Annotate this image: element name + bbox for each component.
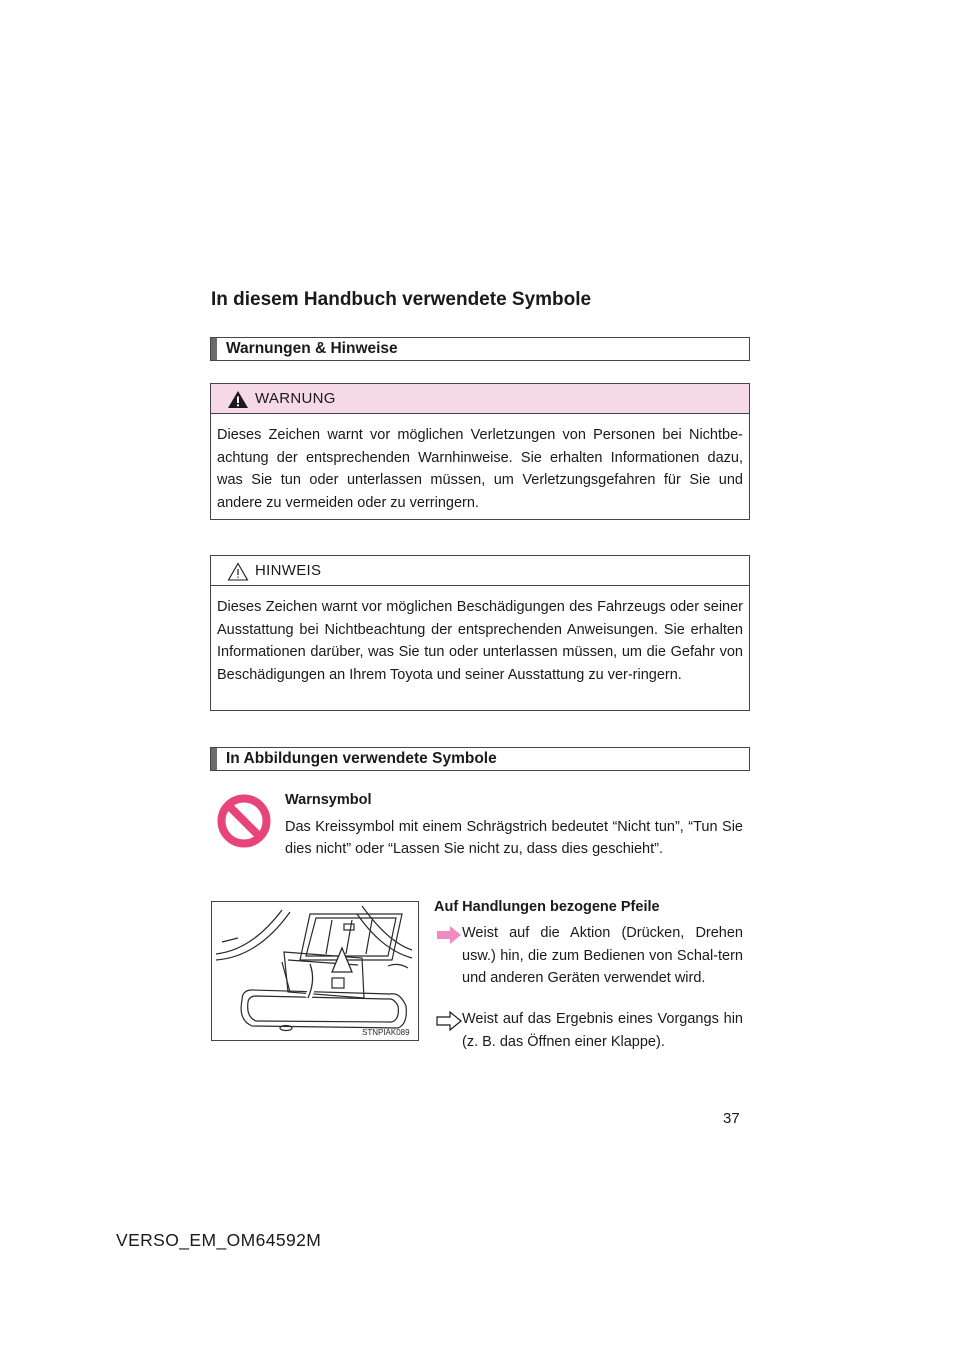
warn-symbol-title: Warnsymbol [285,792,372,808]
warning-triangle-icon [227,390,249,414]
notice-box [210,555,750,711]
action-arrow-text: Weist auf die Aktion (Drücken, Drehen usw.) hin, die zum Bedienen von Schal-tern und anderen Geräten verwendet wird. [462,925,743,986]
warn-symbol-text: Das Kreissymbol mit einem Schrägstrich bedeutet “Nicht tun”, “Tun Sie dies nicht” oder “Lassen Sie nicht zu, dass dies geschieht”. [285,819,743,857]
result-arrow-icon [436,1011,462,1036]
section-heading-illustrations [210,747,750,771]
warning-box [210,383,750,520]
overhead-console-illustration [211,901,419,1041]
warning-text: Dieses Zeichen warnt vor möglichen Verletzungen von Personen bei Nichtbe-achtung der entsprechenden Warnhinweise. Sie erhalten Informationen dazu, was Sie tun oder unterlassen müssen, um Verletzungsgefahren für Sie und andere zu vermeiden oder zu verringern. [217,427,743,511]
warning-label: WARNUNG [255,390,336,407]
result-arrow-text: Weist auf das Ergebnis eines Vorgangs hin (z. B. das Öffnen einer Klappe). [462,1011,743,1050]
warning-box-header [211,384,749,414]
illustration-code: STNPIAK089 [362,1028,410,1037]
section-heading-warnings [210,337,750,361]
notice-label: HINWEIS [255,562,322,579]
notice-text: Dieses Zeichen warnt vor möglichen Beschädigungen des Fahrzeugs oder seiner Ausstattung bei Nichtbeachtung der entsprechenden Anweisungen. Sie erhalten Informationen darüber, was Sie tun oder unterlassen müssen, um die Gefahr von Beschädigungen an Ihrem Toyota und seiner Ausstattung zu ver-ringern. [217,599,743,683]
action-arrow-icon [436,925,462,950]
caution-triangle-icon [227,562,249,586]
page-number: 37 [723,1110,740,1127]
console-drawing [212,902,418,1040]
prohibition-icon [217,794,271,853]
notice-box-header [211,556,749,586]
section-title: Warnungen & Hinweise [226,340,398,357]
page-title: In diesem Handbuch verwendete Symbole [211,289,592,310]
section-title: In Abbildungen verwendete Symbole [226,750,497,767]
arrows-title: Auf Handlungen bezogene Pfeile [434,899,660,915]
section-bar [211,338,217,360]
document-code: VERSO_EM_OM64592M [116,1230,322,1250]
section-bar [211,748,217,770]
